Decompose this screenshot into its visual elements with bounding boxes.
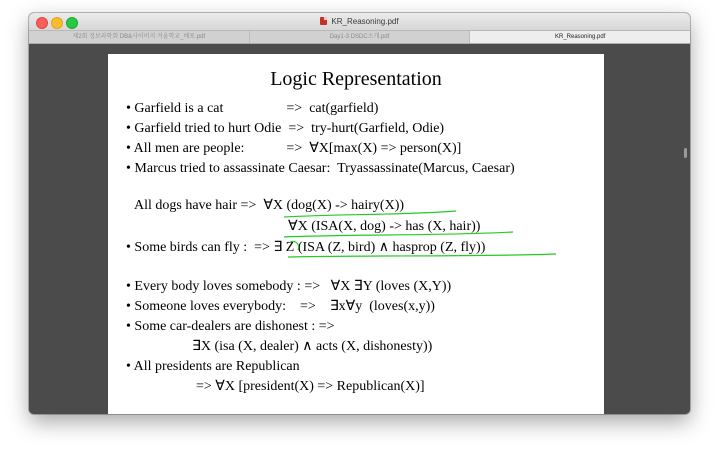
vertical-scrollbar-thumb[interactable]: [684, 148, 687, 158]
slide-line-someone-loves: • Someone loves everybody: => ∃x∀y (loves(x,y)): [126, 299, 435, 314]
tab-winter-school-pdf[interactable]: 제2회 정보과학회 DB&사이버지 겨울학교_배포.pdf: [29, 31, 250, 43]
window-title-text: KR_Reasoning.pdf: [331, 17, 399, 26]
slide-line-dealer-formula: ∃X (isa (X, dealer) ∧ acts (X, dishonesty)): [192, 339, 433, 354]
slide-line-everybody-loves: • Every body loves somebody : => ∀X ∃Y (loves (X,Y)): [126, 279, 452, 294]
title-bar[interactable]: [29, 13, 690, 31]
slide-line-garfield-cat: • Garfield is a cat => cat(garfield): [126, 101, 379, 116]
slide-line-marcus-caesar: • Marcus tried to assassinate Caesar: Tryassassinate(Marcus, Caesar): [126, 161, 515, 176]
slide-line-men-people: • All men are people: => ∀X[max(X) => person(X)]: [126, 141, 462, 156]
slide-line-presidents: • All presidents are Republican: [126, 359, 300, 374]
slide-line-dogs-hair: All dogs have hair => ∀X (dog(X) -> hairy(X)): [134, 198, 405, 213]
window-title: [29, 15, 690, 28]
slide-line-garfield-odie: • Garfield tried to hurt Odie => try-hurt(Garfield, Odie): [126, 121, 445, 136]
tab-dsdc-intro-pdf[interactable]: Day1-3 DSDC소개.pdf: [250, 31, 471, 43]
tab-kr-reasoning-pdf[interactable]: KR_Reasoning.pdf: [470, 31, 690, 43]
slide-line-dogs-isa: ∀X (ISA(X, dog) -> has (X, hair)): [288, 219, 481, 234]
slide-line-birds-fly: • Some birds can fly : => ∃ Z (ISA (Z, bird) ∧ hasprop (Z, fly)): [126, 240, 486, 255]
document-viewer[interactable]: [29, 44, 690, 414]
pdf-page: [108, 54, 604, 414]
slide-line-presidents-formula: => ∀X [president(X) => Republican(X)]: [196, 379, 425, 394]
slide-title: Logic Representation: [270, 68, 442, 90]
slide-line-car-dealers: • Some car-dealers are dishonest : =>: [126, 319, 335, 334]
pdf-file-icon: [320, 17, 327, 25]
tab-bar: [29, 31, 690, 44]
pdf-viewer-window: [29, 13, 690, 414]
